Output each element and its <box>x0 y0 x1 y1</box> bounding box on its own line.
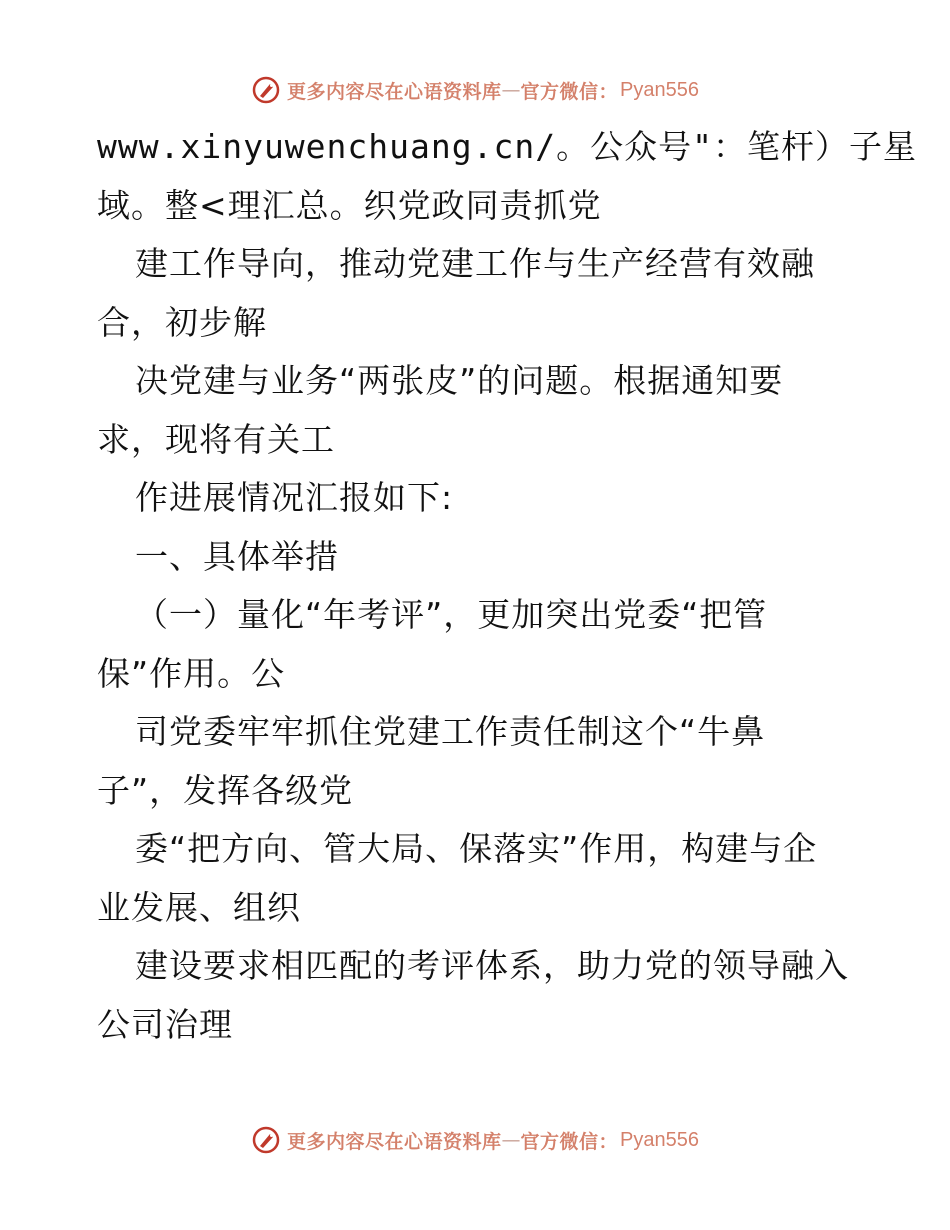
footer-watermark <box>0 1120 950 1160</box>
pen-nib-logo-icon <box>251 1125 281 1155</box>
watermark-dash: — <box>501 1129 521 1151</box>
watermark-text: 更多内容尽在心语资料库 <box>287 1130 502 1153</box>
text-line: 作进展情况汇报如下: <box>135 478 454 517</box>
document-body <box>97 118 917 1054</box>
text-line: 域。整<理汇总。织党政同责抓党 <box>97 185 602 225</box>
watermark-dash: — <box>501 79 521 101</box>
text-line: 决党建与业务“两张皮”的问题。根据通知要 <box>135 361 784 400</box>
text-line: 建工作导向，推动党建工作与生产经营有效融 <box>135 244 815 283</box>
text-line: 合，初步解 <box>97 302 267 342</box>
watermark-wechat-label: 官方微信： <box>520 1130 619 1153</box>
watermark-text: 更多内容尽在心语资料库 <box>287 80 502 103</box>
text-line: 委“把方向、管大局、保落实”作用，构建与企 <box>135 829 818 868</box>
pen-nib-logo-icon <box>251 75 281 105</box>
text-line: 司党委牢牢抓住党建工作责任制这个“牛鼻 <box>135 712 766 751</box>
watermark-wechat-id: Pyan556 <box>620 78 699 101</box>
watermark-wechat-id: Pyan556 <box>620 1128 699 1151</box>
text-line: www.xinyuwenchuang.cn/。公众号"：笔杆）子星 <box>97 127 917 166</box>
text-line: 保”作用。公 <box>97 653 286 693</box>
header-watermark <box>0 70 950 110</box>
section-heading: 一、具体举措 <box>135 536 339 576</box>
text-line: 求，现将有关工 <box>97 419 335 459</box>
text-line: 公司治理 <box>97 1004 233 1044</box>
watermark-wechat-label: 官方微信： <box>520 80 619 103</box>
text-line: 子”，发挥各级党 <box>97 770 354 810</box>
subsection-heading: （一）量化“年考评”，更加突出党委“把管 <box>135 595 768 634</box>
text-line: 建设要求相匹配的考评体系，助力党的领导融入 <box>135 946 849 985</box>
text-line: 业发展、组织 <box>97 887 301 927</box>
